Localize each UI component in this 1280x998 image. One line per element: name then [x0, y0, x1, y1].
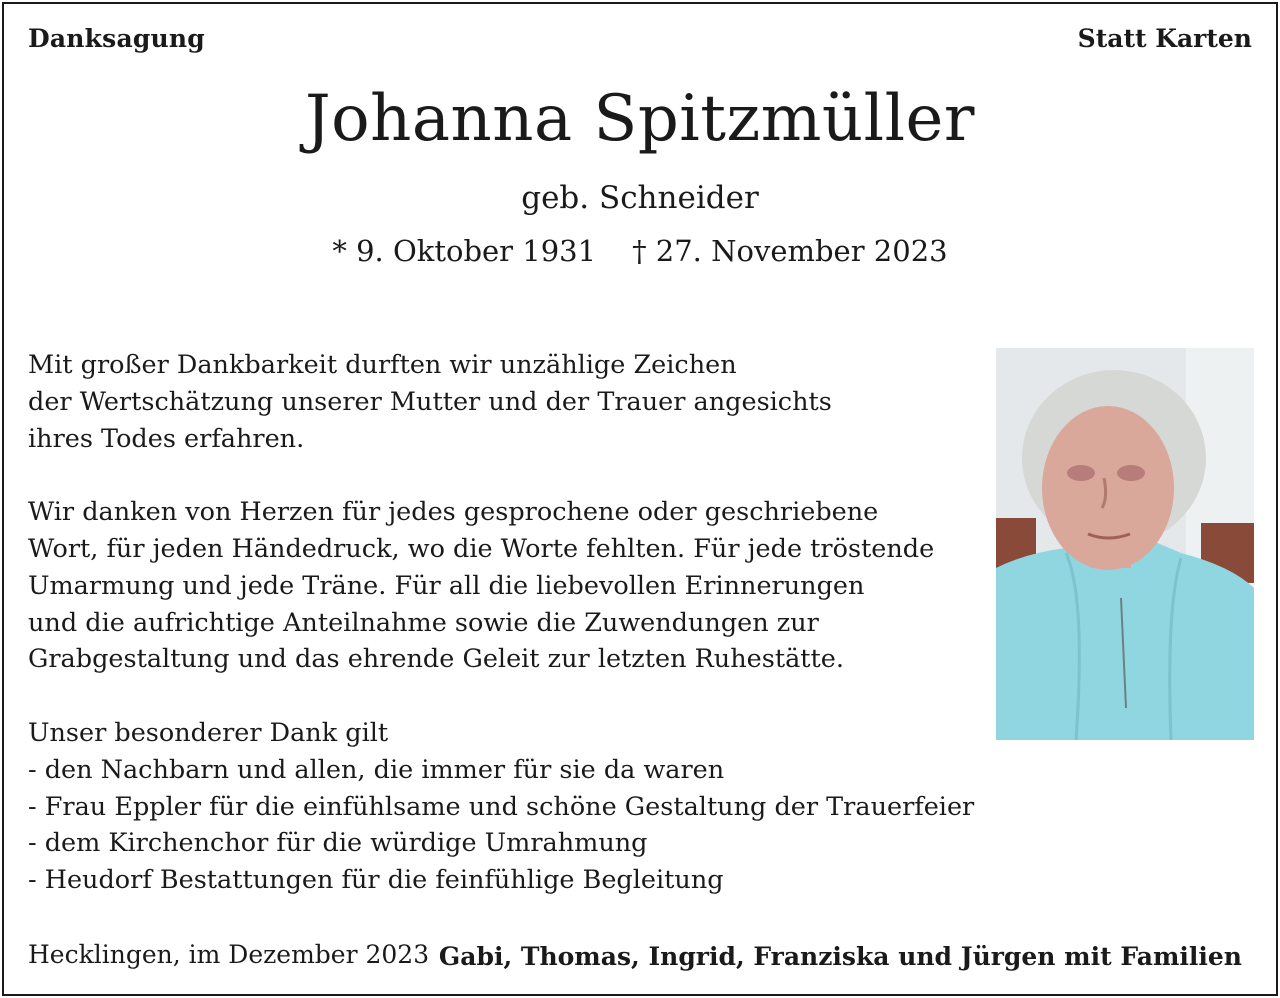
thanks-item: - Heudorf Bestattungen für die feinfühlige Begleitung	[28, 865, 724, 896]
text-line: Grabgestaltung und das ehrende Geleit zur letzten Ruhestätte.	[28, 644, 844, 675]
text-line: Mit großer Dankbarkeit durften wir unzählige Zeichen	[28, 350, 737, 380]
thank-you-text	[28, 347, 998, 899]
special-thanks	[28, 715, 998, 899]
text-line: Wort, für jeden Händedruck, wo die Worte fehlten. Für jede tröstende	[28, 533, 935, 564]
death-date: † 27. November 2023	[632, 234, 948, 268]
life-dates	[0, 234, 1280, 268]
text-line: Umarmung und jede Träne. Für all die liebevollen Erinnerungen	[28, 570, 865, 601]
birth-date: * 9. Oktober 1931	[332, 234, 597, 268]
thanks-item: - den Nachbarn und allen, die immer für sie da waren	[28, 754, 725, 785]
portrait-icon	[996, 348, 1254, 740]
statt-karten-label: Statt Karten	[1077, 24, 1252, 53]
text-line: ihres Todes erfahren.	[28, 423, 305, 454]
maiden-name: geb. Schneider	[521, 180, 759, 216]
place-and-date: Hecklingen, im Dezember 2023	[28, 940, 430, 969]
paragraph-gratitude	[28, 347, 998, 457]
special-thanks-intro: Unser besonderer Dank gilt	[28, 717, 389, 748]
deceased-name: Johanna Spitzmüller	[304, 82, 976, 156]
portrait-photo	[996, 348, 1254, 740]
text-line: und die aufrichtige Anteilnahme sowie die Zuwendungen zur	[28, 607, 819, 638]
text-line: der Wertschätzung unserer Mutter und der Trauer angesichts	[28, 386, 832, 417]
notice-type-label: Danksagung	[28, 24, 205, 53]
family-signature: Gabi, Thomas, Ingrid, Franziska und Jürgen mit Familien	[438, 942, 1242, 971]
thanks-item: - Frau Eppler für die einfühlsame und schöne Gestaltung der Trauerfeier	[28, 791, 975, 822]
text-line: Wir danken von Herzen für jedes gesprochene oder geschriebene	[28, 497, 879, 528]
paragraph-thanks	[28, 494, 998, 678]
thanks-item: - dem Kirchenchor für die würdige Umrahmung	[28, 828, 648, 859]
